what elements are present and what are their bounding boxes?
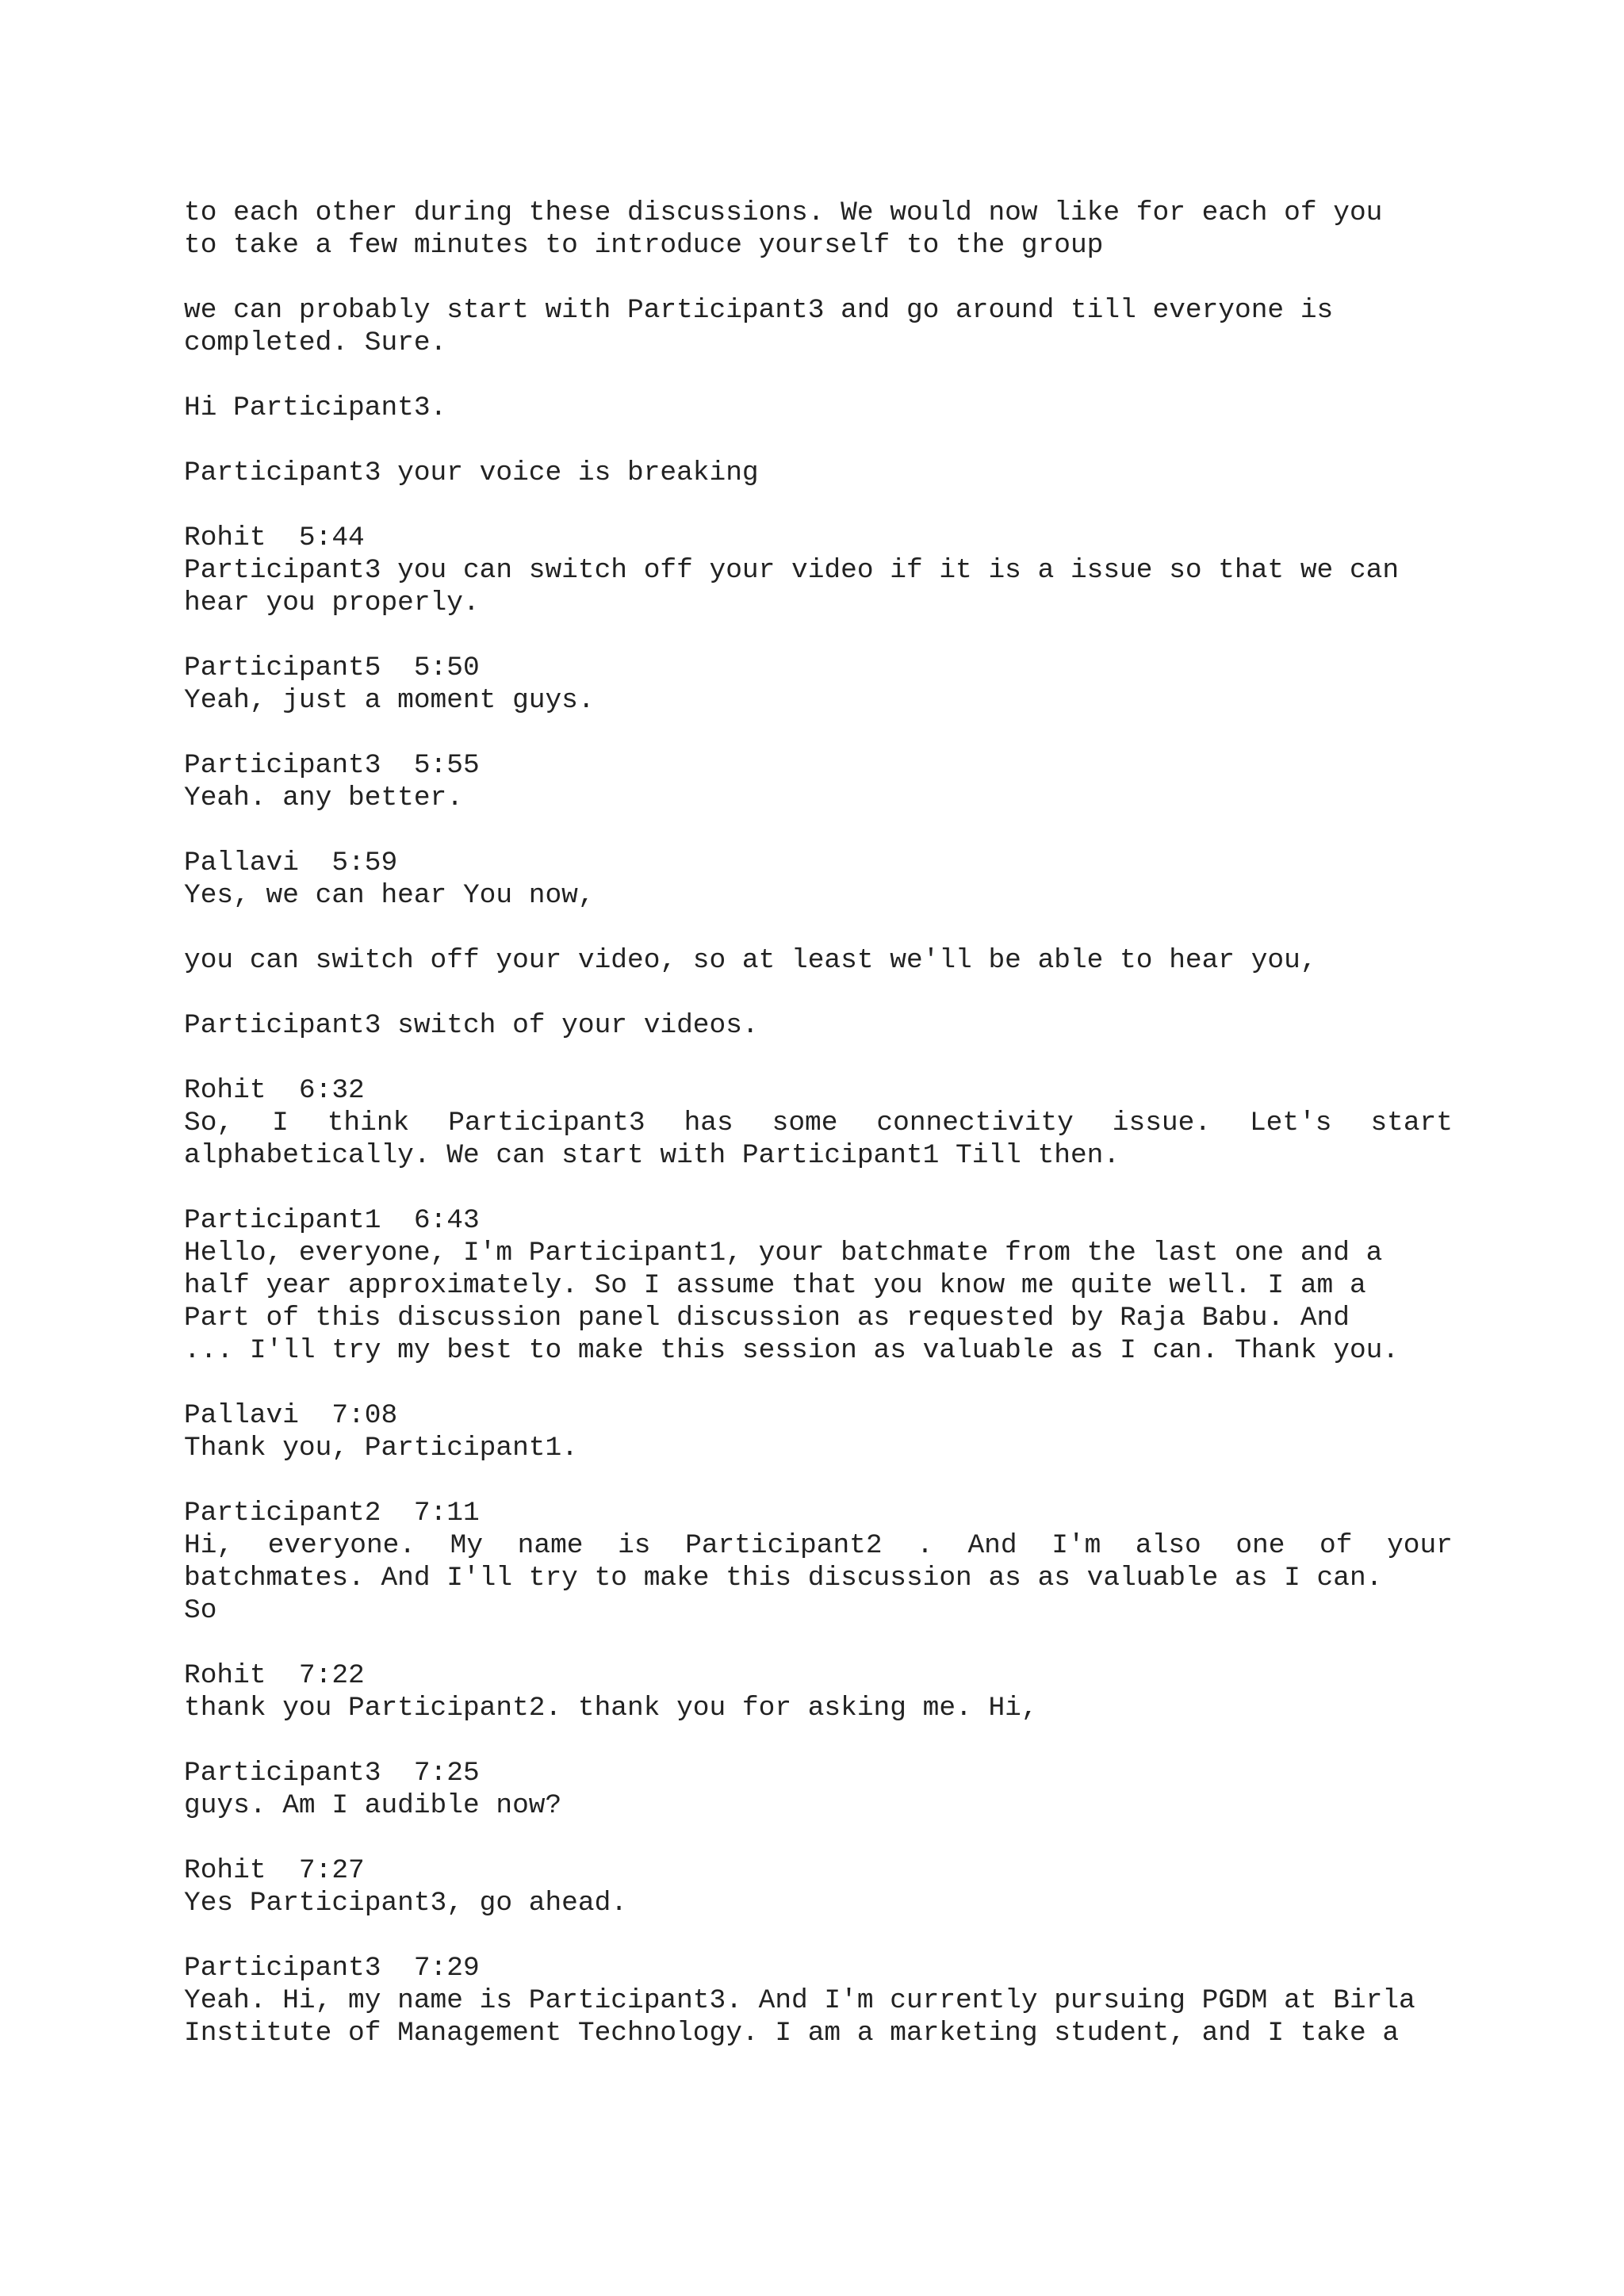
word: My bbox=[450, 1530, 484, 1561]
transcript-block bbox=[184, 1854, 1453, 1919]
word: Participant3 bbox=[448, 1108, 645, 1138]
transcript-block bbox=[184, 1659, 1453, 1724]
transcript-line: we can probably start with Participant3 and go around till everyone is bbox=[184, 295, 1334, 326]
transcript-line: Participant3 you can switch off your video if it is a issue so that we can bbox=[184, 555, 1400, 586]
speaker-timestamp: Participant3 5:55 bbox=[184, 750, 480, 781]
speaker-timestamp: Rohit 5:44 bbox=[184, 522, 365, 553]
transcript-line: Part of this discussion panel discussion as requested by Raja Babu. And bbox=[184, 1303, 1350, 1334]
word: And bbox=[967, 1530, 1017, 1561]
speaker-timestamp: Pallavi 7:08 bbox=[184, 1400, 398, 1431]
transcript-line: So bbox=[184, 1595, 217, 1626]
transcript-line bbox=[184, 1107, 1453, 1139]
transcript-line: batchmates. And I'll try to make this discussion as as valuable as I can. bbox=[184, 1563, 1383, 1594]
word: is bbox=[618, 1530, 651, 1561]
speaker-timestamp: Rohit 7:22 bbox=[184, 1660, 365, 1691]
transcript-line: half year approximately. So I assume that you know me quite well. I am a bbox=[184, 1270, 1366, 1301]
transcript-block bbox=[184, 522, 1453, 619]
transcript-line bbox=[184, 1529, 1453, 1562]
transcript-page bbox=[184, 197, 1453, 2082]
transcript-block bbox=[184, 847, 1453, 912]
transcript-block bbox=[184, 1399, 1453, 1464]
transcript-line: you can switch off your video, so at least we'll be able to hear you, bbox=[184, 945, 1317, 976]
transcript-line: Institute of Management Technology. I am a marketing student, and I take a bbox=[184, 2018, 1400, 2049]
word: also bbox=[1135, 1530, 1201, 1561]
transcript-block bbox=[184, 197, 1453, 262]
word: I'm bbox=[1051, 1530, 1101, 1561]
transcript-block bbox=[184, 294, 1453, 359]
word: I bbox=[272, 1108, 289, 1138]
word: start bbox=[1370, 1108, 1453, 1138]
word: So, bbox=[184, 1108, 234, 1138]
transcript-line: hear you properly. bbox=[184, 587, 480, 618]
word: issue. bbox=[1112, 1108, 1212, 1138]
transcript-line: Yeah, just a moment guys. bbox=[184, 685, 595, 716]
word: . bbox=[917, 1530, 933, 1561]
word: your bbox=[1387, 1530, 1453, 1561]
transcript-block bbox=[184, 1952, 1453, 2049]
transcript-block bbox=[184, 944, 1453, 977]
speaker-timestamp: Participant2 7:11 bbox=[184, 1498, 480, 1529]
transcript-line: ... I'll try my best to make this session as valuable as I can. Thank you. bbox=[184, 1335, 1400, 1366]
speaker-timestamp: Participant1 6:43 bbox=[184, 1205, 480, 1236]
transcript-block bbox=[184, 1204, 1453, 1367]
word: Let's bbox=[1249, 1108, 1332, 1138]
transcript-block bbox=[184, 1757, 1453, 1822]
word: of bbox=[1320, 1530, 1353, 1561]
word: Hi, bbox=[184, 1530, 234, 1561]
transcript-line: Yeah. Hi, my name is Participant3. And I'm currently pursuing PGDM at Birla bbox=[184, 1985, 1415, 2016]
transcript-line: Hi Participant3. bbox=[184, 392, 447, 423]
transcript-line: Hello, everyone, I'm Participant1, your batchmate from the last one and a bbox=[184, 1238, 1383, 1269]
transcript-block bbox=[184, 1074, 1453, 1172]
transcript-line: Yeah. any better. bbox=[184, 783, 463, 813]
transcript-line: Participant3 switch of your videos. bbox=[184, 1010, 759, 1041]
word: name bbox=[517, 1530, 584, 1561]
transcript-block bbox=[184, 749, 1453, 814]
transcript-block bbox=[184, 1009, 1453, 1042]
word: connectivity bbox=[876, 1108, 1074, 1138]
transcript-line: thank you Participant2. thank you for asking me. Hi, bbox=[184, 1693, 1038, 1724]
transcript-line: completed. Sure. bbox=[184, 327, 447, 358]
speaker-timestamp: Participant3 7:25 bbox=[184, 1758, 480, 1789]
transcript-line: Yes Participant3, go ahead. bbox=[184, 1888, 627, 1919]
transcript-line: Yes, we can hear You now, bbox=[184, 880, 595, 911]
transcript-block bbox=[184, 652, 1453, 717]
speaker-timestamp: Participant3 7:29 bbox=[184, 1953, 480, 1984]
transcript-line: to each other during these discussions. We would now like for each of you bbox=[184, 197, 1383, 228]
transcript-block bbox=[184, 392, 1453, 424]
speaker-timestamp: Rohit 7:27 bbox=[184, 1855, 365, 1886]
transcript-line: guys. Am I audible now? bbox=[184, 1790, 562, 1821]
transcript-line: alphabetically. We can start with Participant1 Till then. bbox=[184, 1140, 1120, 1171]
transcript-line: Thank you, Participant1. bbox=[184, 1433, 578, 1464]
word: has bbox=[684, 1108, 733, 1138]
word: one bbox=[1235, 1530, 1285, 1561]
word: some bbox=[772, 1108, 838, 1138]
speaker-timestamp: Participant5 5:50 bbox=[184, 652, 480, 683]
transcript-block bbox=[184, 1497, 1453, 1627]
speaker-timestamp: Pallavi 5:59 bbox=[184, 848, 398, 878]
word: everyone. bbox=[267, 1530, 416, 1561]
word: Participant2 bbox=[685, 1530, 883, 1561]
transcript-block bbox=[184, 457, 1453, 489]
transcript-line: Participant3 your voice is breaking bbox=[184, 457, 759, 488]
speaker-timestamp: Rohit 6:32 bbox=[184, 1075, 365, 1106]
word: think bbox=[327, 1108, 410, 1138]
transcript-line: to take a few minutes to introduce yourself to the group bbox=[184, 230, 1104, 261]
